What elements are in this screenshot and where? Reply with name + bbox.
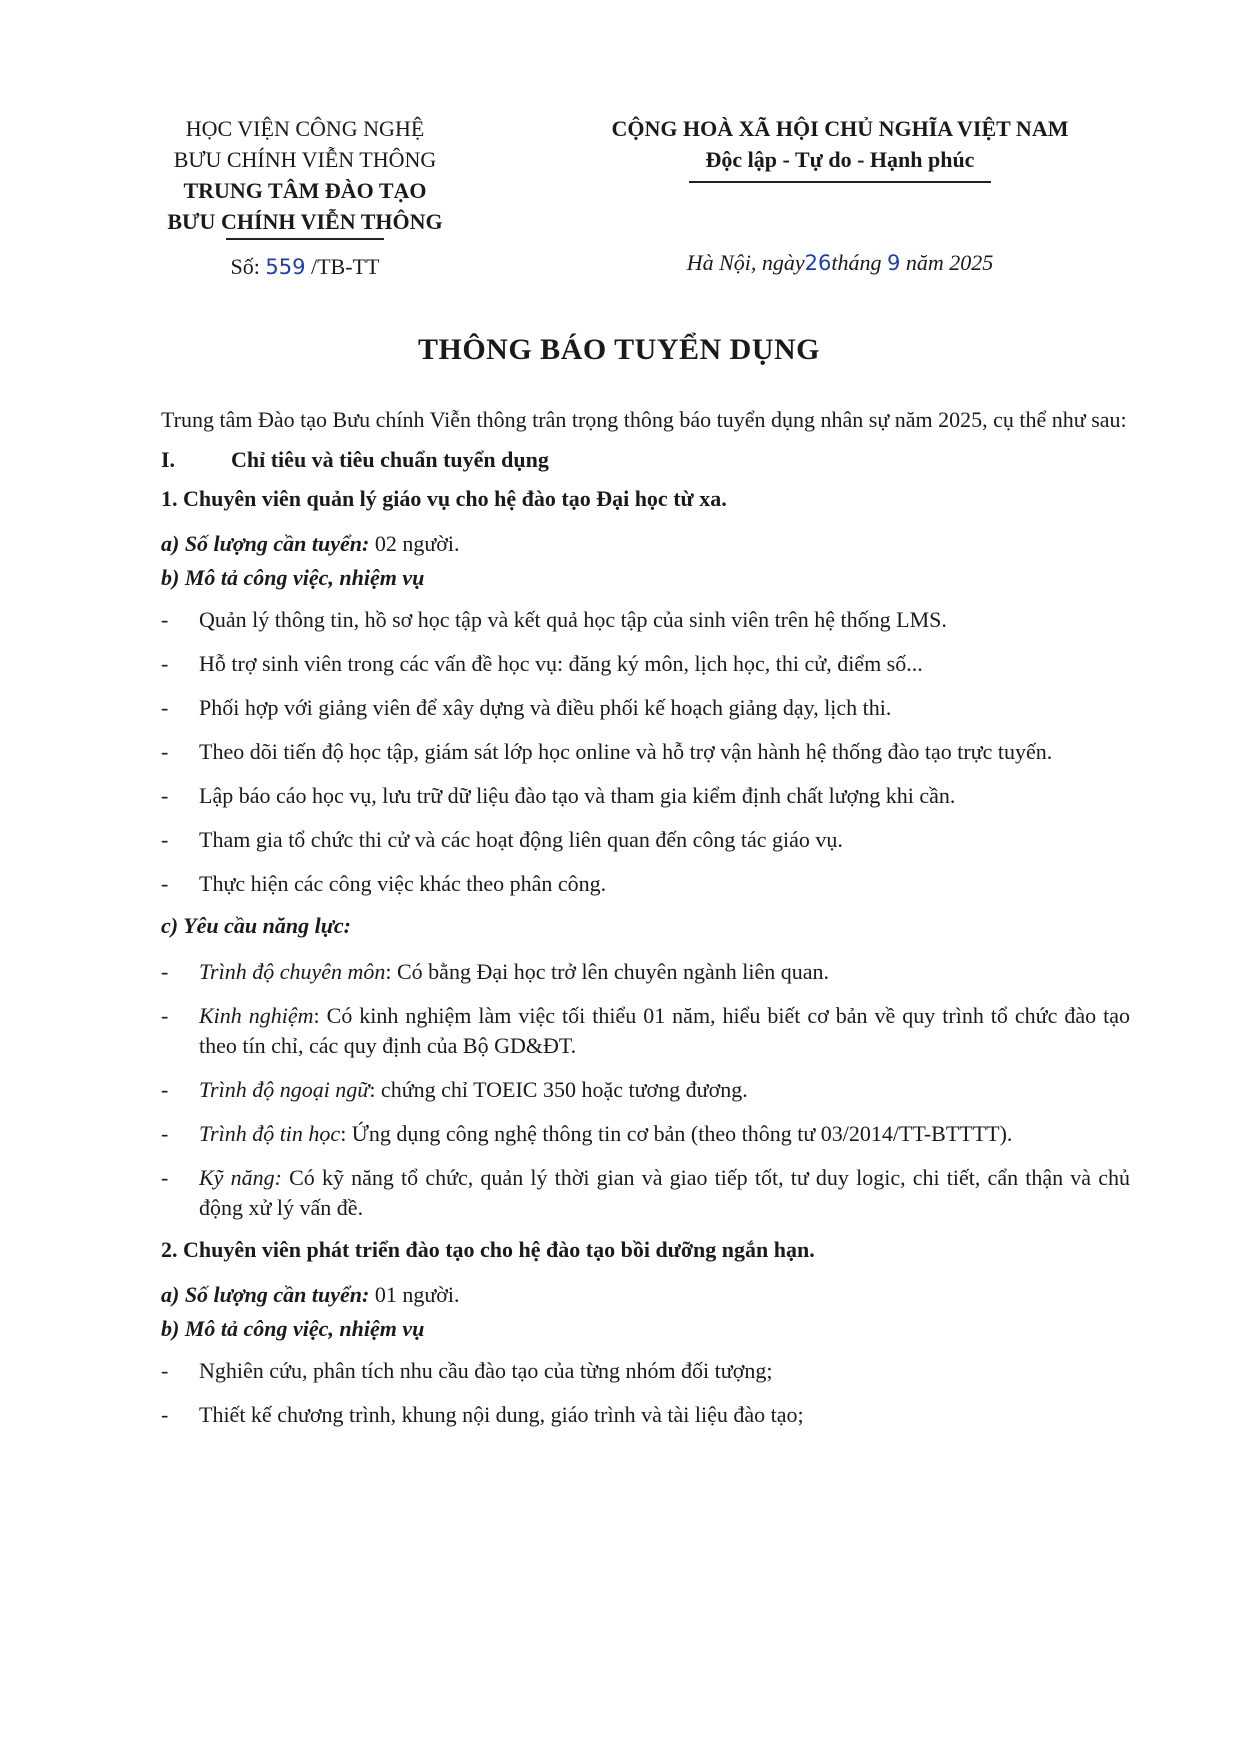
org-line-1: HỌC VIỆN CÔNG NGHỆ bbox=[185, 116, 425, 141]
date-year-label: năm 2025 bbox=[900, 250, 994, 275]
document-body bbox=[125, 403, 1130, 1444]
list-item: - Thực hiện các công việc khác theo phân công. bbox=[125, 869, 1130, 899]
requirement-label: Kinh nghiệm bbox=[199, 1003, 314, 1028]
national-title: CỘNG HOÀ XÃ HỘI CHỦ NGHĨA VIỆT NAM bbox=[611, 116, 1069, 141]
date-prefix: Hà Nội, ngày bbox=[686, 250, 805, 275]
requirement-label: Kỹ năng: bbox=[199, 1165, 282, 1190]
section-1-title: Chỉ tiêu và tiêu chuẩn tuyển dụng bbox=[231, 447, 549, 472]
date-day-handwritten: 26 bbox=[804, 251, 832, 275]
list-item bbox=[125, 1163, 1130, 1223]
duties-label: b) Mô tả công việc, nhiệm vụ bbox=[161, 565, 425, 590]
position-1-requirements-heading: c) Yêu cầu năng lực: bbox=[161, 913, 351, 938]
requirement-text: : chứng chỉ TOEIC 350 hoặc tương đương. bbox=[369, 1077, 748, 1102]
list-item: - Lập báo cáo học vụ, lưu trữ dữ liệu đào tạo và tham gia kiểm định chất lượng khi cần. bbox=[125, 781, 1130, 811]
document-title: THÔNG BÁO TUYỂN DỤNG bbox=[418, 333, 820, 366]
doc-number-prefix: Số: bbox=[230, 253, 266, 279]
list-item bbox=[125, 1075, 1130, 1105]
national-header bbox=[570, 113, 1110, 183]
doc-number-suffix: /TB-TT bbox=[305, 253, 380, 279]
requirement-text: : Ứng dụng công nghệ thông tin cơ bản (theo thông tư 03/2014/TT-BTTTT). bbox=[340, 1121, 1013, 1146]
position-1-duties-heading bbox=[161, 561, 1130, 595]
requirement-text: : Có kinh nghiệm làm việc tối thiểu 01 năm, hiểu biết cơ bản về quy trình tổ chức đào tạo theo tín chỉ, các quy định của Bộ GD&ĐT. bbox=[199, 1003, 1130, 1058]
list-item bbox=[125, 957, 1130, 987]
date-month-handwritten: 9 bbox=[887, 251, 901, 275]
issue-date bbox=[570, 250, 1110, 276]
list-item bbox=[125, 1001, 1130, 1061]
issuing-organization bbox=[150, 113, 460, 283]
position-2-duties-heading bbox=[161, 1312, 1130, 1346]
org-line-3: TRUNG TÂM ĐÀO TẠO bbox=[183, 178, 427, 203]
requirement-label: Trình độ tin học bbox=[199, 1121, 341, 1146]
position-2-quantity bbox=[161, 1278, 1130, 1312]
quantity-value: 01 người. bbox=[369, 1282, 460, 1307]
duties-label: b) Mô tả công việc, nhiệm vụ bbox=[161, 1316, 425, 1341]
quantity-label: a) Số lượng cần tuyển: bbox=[161, 1282, 370, 1307]
list-item: - Quản lý thông tin, hồ sơ học tập và kết quả học tập của sinh viên trên hệ thống LMS. bbox=[125, 605, 1130, 635]
list-item: - Thiết kế chương trình, khung nội dung, giáo trình và tài liệu đào tạo; bbox=[125, 1400, 1130, 1430]
requirement-text: : Có bằng Đại học trở lên chuyên ngành liên quan. bbox=[385, 959, 829, 984]
list-item: - Hỗ trợ sinh viên trong các vấn đề học vụ: đăng ký môn, lịch học, thi cử, điểm số... bbox=[125, 649, 1130, 679]
position-1-requirements-list bbox=[125, 957, 1130, 1223]
date-month-label: tháng bbox=[831, 250, 888, 275]
org-underline bbox=[226, 238, 384, 240]
position-2-heading: 2. Chuyên viên phát triển đào tạo cho hệ đào tạo bồi dưỡng ngắn hạn. bbox=[161, 1237, 815, 1262]
quantity-label: a) Số lượng cần tuyển: bbox=[161, 531, 370, 556]
position-1-quantity bbox=[161, 527, 1130, 561]
list-item: - Theo dõi tiến độ học tập, giám sát lớp học online và hỗ trợ vận hành hệ thống đào tạo trực tuyến. bbox=[125, 737, 1130, 767]
requirement-label: Trình độ ngoại ngữ bbox=[199, 1077, 370, 1102]
intro-paragraph: Trung tâm Đào tạo Bưu chính Viễn thông trân trọng thông báo tuyển dụng nhân sự năm 2025, cụ thể như sau: bbox=[161, 407, 1127, 432]
position-1-duties-list bbox=[125, 605, 1130, 899]
list-item: - Tham gia tổ chức thi cử và các hoạt động liên quan đến công tác giáo vụ. bbox=[125, 825, 1130, 855]
position-1-heading: 1. Chuyên viên quản lý giáo vụ cho hệ đào tạo Đại học từ xa. bbox=[161, 486, 727, 511]
national-motto: Độc lập - Tự do - Hạnh phúc bbox=[705, 147, 975, 172]
requirement-label: Trình độ chuyên môn bbox=[199, 959, 386, 984]
document-number bbox=[150, 251, 460, 283]
list-item bbox=[125, 1119, 1130, 1149]
section-1-heading bbox=[161, 447, 1130, 473]
list-item: - Phối hợp với giảng viên để xây dựng và điều phối kế hoạch giảng dạy, lịch thi. bbox=[125, 693, 1130, 723]
motto-underline bbox=[689, 181, 991, 183]
org-line-4: BƯU CHÍNH VIỄN THÔNG bbox=[167, 209, 443, 234]
position-2-duties-list bbox=[125, 1356, 1130, 1430]
org-line-2: BƯU CHÍNH VIỄN THÔNG bbox=[173, 147, 437, 172]
quantity-value: 02 người. bbox=[369, 531, 460, 556]
list-item: - Nghiên cứu, phân tích nhu cầu đào tạo của từng nhóm đối tượng; bbox=[125, 1356, 1130, 1386]
doc-number-handwritten: 559 bbox=[265, 254, 306, 279]
requirement-text: Có kỹ năng tổ chức, quản lý thời gian và giao tiếp tốt, tư duy logic, chi tiết, cẩn thận và chủ động xử lý vấn đề. bbox=[199, 1165, 1130, 1220]
section-1-number: I. bbox=[161, 447, 176, 472]
